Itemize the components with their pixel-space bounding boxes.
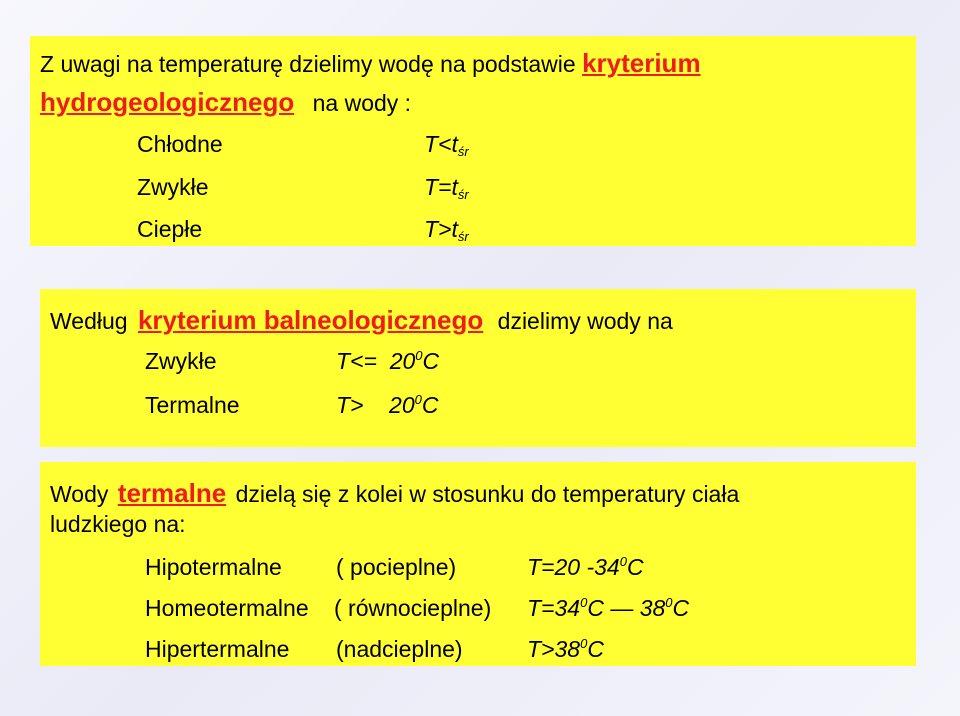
row-cieple-formula: $T>t_{śr}$ (424, 216, 469, 244)
row-hipotermalne-name: Hipotermalne (145, 554, 282, 580)
row-hipotermalne-desc: ( pocieplne) (336, 554, 457, 580)
row-hipotermalne-formula: T=20 $-34^0C$ (527, 554, 644, 580)
section3-intro-line (50, 480, 739, 506)
section2-suffix: dzielimy wody na (497, 308, 673, 334)
section2-highlight: kryterium balneologicznego (137, 305, 484, 335)
row-hipertermalne-name: Hipertermalne (145, 636, 290, 662)
row-homeotermalne-name: Homeotermalne (145, 595, 309, 621)
row-termalne-name: Termalne (145, 392, 240, 418)
section3-suffix: dzielą się z kolei w stosunku do temperatury ciała (235, 481, 740, 507)
section1-intro-line (40, 50, 701, 76)
row-zwykle-bal-name: Zwykłe (145, 348, 217, 374)
row-zwykle-formula: $T=t_{śr}$ (424, 174, 469, 202)
row-hipertermalne-desc: (nadcieplne) (336, 636, 463, 662)
row-chlodne-formula: $T<t_{śr}$ (424, 131, 469, 159)
row-chlodne-name: Chłodne (137, 131, 223, 157)
section1-highlight-2: hydrogeologicznego (40, 87, 295, 117)
row-hipertermalne-formula: $T>38^0C$ (527, 636, 604, 662)
row-zwykle-name: Zwykłe (137, 174, 209, 200)
section2-intro-line (50, 307, 673, 333)
section1-suffix: na wody : (312, 90, 412, 116)
row-zwykle-bal-formula: $T<= 20^0C$ (336, 348, 440, 374)
section2-prefix: Według (50, 308, 128, 334)
section1-highlight-1: kryterium (582, 48, 701, 78)
section1-intro-text: Z uwagi na temperaturę dzielimy wodę na podstawie (40, 51, 576, 77)
section1-intro-line-2 (40, 89, 411, 115)
section3-prefix: Wody (50, 481, 109, 507)
section3-line-2: ludzkiego na: (50, 511, 186, 537)
row-homeotermalne-desc: ( równocieplne) (334, 595, 492, 621)
row-homeotermalne-formula: $T=34^0C$ — $38^0C$ (527, 595, 690, 621)
row-termalne-formula: T> $20^0C$ (336, 392, 439, 418)
section3-highlight: termalne (117, 478, 227, 508)
row-cieple-name: Ciepłe (137, 216, 203, 242)
